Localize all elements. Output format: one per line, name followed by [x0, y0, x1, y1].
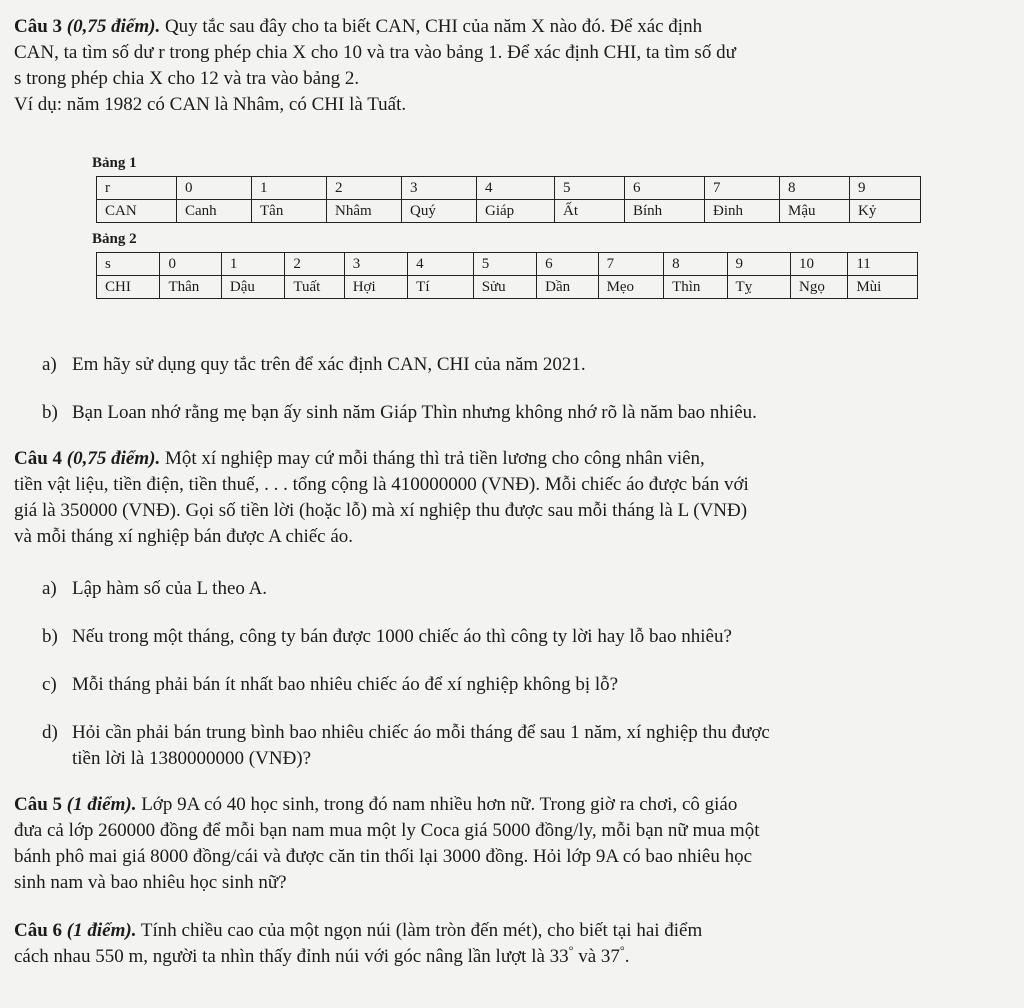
q4-part-c [42, 672, 1002, 698]
q6-text-1: Tính chiều cao của một ngọn núi (làm tròn đến mét), cho biết tại hai điểm [140, 920, 703, 941]
q4-line-1 [14, 446, 1004, 472]
q4-line-4: và mỗi tháng xí nghiệp bán được A chiếc áo. [14, 526, 354, 547]
table-cell: Kỷ [850, 200, 921, 223]
table-cell: 0 [160, 253, 221, 276]
q6-text-2a: cách nhau 550 m, người ta nhìn thấy đỉnh núi với góc nâng lần lượt là 33 [14, 946, 569, 967]
table-cell: Tân [252, 200, 327, 223]
part-label: b) [42, 402, 58, 423]
q6-points: (1 điểm). [66, 920, 137, 941]
table-cell: 9 [727, 253, 790, 276]
question-4 [14, 446, 1004, 550]
degree-symbol: ° [619, 943, 625, 958]
question-6 [14, 918, 1004, 970]
table-cell: 2 [285, 253, 344, 276]
part-label: b) [42, 626, 58, 647]
table-cell: Quý [402, 200, 477, 223]
table-cell: Giáp [477, 200, 555, 223]
table-cell: 6 [625, 177, 705, 200]
table-cell: Tuất [285, 276, 344, 299]
q6-title: Câu 6 [14, 920, 63, 941]
table-cell: Sửu [473, 276, 536, 299]
table-1-header-row [97, 177, 921, 200]
part-text: Em hãy sử dụng quy tắc trên để xác định CAN, CHI của năm 2021. [72, 354, 586, 375]
q3-line-2: CAN, ta tìm số dư r trong phép chia X cho 10 và tra vào bảng 1. Để xác định CHI, ta tìm số dư [14, 42, 736, 63]
table-cell: 4 [477, 177, 555, 200]
part-text-cont: tiền lời là 1380000000 (VNĐ)? [72, 748, 312, 769]
q4-points: (0,75 điểm). [66, 448, 161, 469]
table-1-caption: Bảng 1 [92, 155, 137, 171]
q4-part-d [42, 720, 1002, 772]
table-cell: 5 [473, 253, 536, 276]
table-cell: 8 [664, 253, 727, 276]
q4-text-1: Một xí nghiệp may cứ mỗi tháng thì trả tiền lương cho công nhân viên, [164, 448, 705, 469]
table-cell: Thìn [664, 276, 727, 299]
table-cell: CAN [97, 200, 177, 223]
part-text: Mỗi tháng phải bán ít nhất bao nhiêu chiếc áo để xí nghiệp không bị lỗ? [72, 674, 619, 695]
q3-part-a [42, 352, 1002, 378]
q5-points: (1 điểm). [66, 794, 137, 815]
table-cell: 3 [344, 253, 407, 276]
q3-line-1 [14, 14, 1004, 40]
q3-line-3: s trong phép chia X cho 12 và tra vào bảng 2. [14, 68, 360, 89]
table-cell: Canh [177, 200, 252, 223]
q3-text-1: Quy tắc sau đây cho ta biết CAN, CHI của năm X nào đó. Để xác định [164, 16, 703, 37]
q3-example: Ví dụ: năm 1982 có CAN là Nhâm, có CHI là Tuất. [14, 94, 407, 115]
table-cell: CHI [97, 276, 160, 299]
table-cell: Ất [555, 200, 625, 223]
part-label: a) [42, 578, 57, 599]
part-text: Hỏi cần phải bán trung bình bao nhiêu chiếc áo mỗi tháng để sau 1 năm, xí nghiệp thu được [72, 722, 770, 743]
table-cell: s [97, 253, 160, 276]
table-cell: 11 [848, 253, 918, 276]
part-text: Lập hàm số của L theo A. [72, 578, 268, 599]
part-label: d) [42, 722, 58, 743]
table-cell: 1 [252, 177, 327, 200]
part-text: Bạn Loan nhớ rằng mẹ bạn ấy sinh năm Giáp Thìn nhưng không nhớ rõ là năm bao nhiêu. [72, 402, 757, 423]
table-cell: Nhâm [327, 200, 402, 223]
table-cell: Dần [537, 276, 598, 299]
table-cell: 6 [537, 253, 598, 276]
table-2 [96, 252, 918, 299]
table-cell: Mẹo [598, 276, 664, 299]
q5-line-4: sinh nam và bao nhiêu học sinh nữ? [14, 872, 287, 893]
table-cell: Dậu [221, 276, 284, 299]
degree-symbol: ° [568, 943, 574, 958]
table-cell: 9 [850, 177, 921, 200]
question-5 [14, 792, 1004, 896]
part-label: a) [42, 354, 57, 375]
question-3 [14, 14, 1004, 118]
table-1-can-row [97, 200, 921, 223]
table-cell: 7 [598, 253, 664, 276]
table-cell: 1 [221, 253, 284, 276]
table-cell: 4 [408, 253, 474, 276]
q4-part-b [42, 624, 1002, 650]
table-cell: Mùi [848, 276, 918, 299]
q4-line-3: giá là 350000 (VNĐ). Gọi số tiền lời (hoặc lỗ) mà xí nghiệp thu được sau mỗi tháng là L (VNĐ) [14, 500, 748, 521]
q6-line-1 [14, 918, 1004, 944]
table-cell: Đinh [705, 200, 780, 223]
table-cell: 0 [177, 177, 252, 200]
q4-title: Câu 4 [14, 448, 63, 469]
part-label: c) [42, 674, 57, 695]
table-cell: 8 [780, 177, 850, 200]
q4-line-2: tiền vật liệu, tiền điện, tiền thuế, . . . tổng cộng là 410000000 (VNĐ). Mỗi chiếc áo được bán với [14, 474, 749, 495]
table-cell: Ngọ [791, 276, 848, 299]
table-cell: r [97, 177, 177, 200]
q3-part-b [42, 400, 1002, 426]
table-cell: Mậu [780, 200, 850, 223]
q5-line-2: đưa cả lớp 260000 đồng để mỗi bạn nam mua một ly Coca giá 5000 đồng/ly, mỗi bạn nữ mua một [14, 820, 760, 841]
q5-line-1 [14, 792, 1004, 818]
part-text: Nếu trong một tháng, công ty bán được 1000 chiếc áo thì công ty lời hay lỗ bao nhiêu? [72, 626, 732, 647]
q6-line-2 [14, 944, 1004, 970]
q6-text-2c: . [624, 946, 630, 967]
table-cell: 3 [402, 177, 477, 200]
q4-part-a [42, 576, 1002, 602]
table-cell: Tỵ [727, 276, 790, 299]
table-2-caption: Bảng 2 [92, 231, 137, 247]
table-cell: 5 [555, 177, 625, 200]
q5-title: Câu 5 [14, 794, 63, 815]
table-cell: Bính [625, 200, 705, 223]
table-cell: 7 [705, 177, 780, 200]
q6-text-2b: và 37 [573, 946, 620, 967]
table-cell: 2 [327, 177, 402, 200]
q5-text-1: Lớp 9A có 40 học sinh, trong đó nam nhiều hơn nữ. Trong giờ ra chơi, cô giáo [141, 794, 738, 815]
table-2-header-row [97, 253, 918, 276]
q3-title: Câu 3 [14, 16, 63, 37]
table-1 [96, 176, 921, 223]
table-cell: Thân [160, 276, 221, 299]
table-2-chi-row [97, 276, 918, 299]
table-cell: Hợi [344, 276, 407, 299]
q3-points: (0,75 điểm). [66, 16, 161, 37]
table-cell: Tí [408, 276, 474, 299]
table-cell: 10 [791, 253, 848, 276]
q5-line-3: bánh phô mai giá 8000 đồng/cái và được căn tin thối lại 3000 đồng. Hỏi lớp 9A có bao nhiêu học [14, 846, 753, 867]
